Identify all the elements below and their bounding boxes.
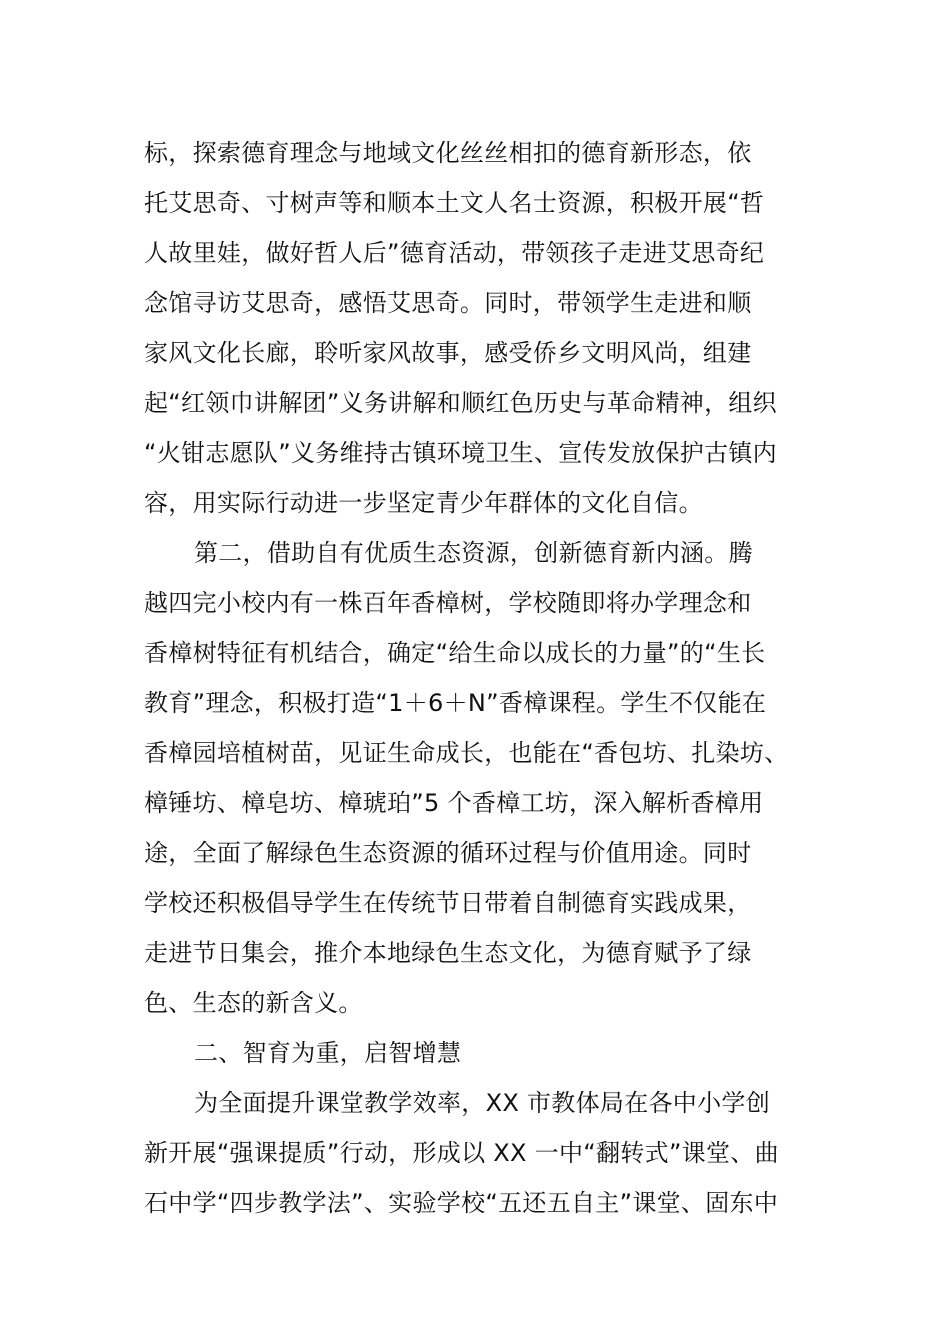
text-line: 标，探索德育理念与地域文化丝丝相扣的德育新形态，依 bbox=[144, 139, 752, 167]
text-line: “火钳志愿队”义务维持古镇环境卫生、宣传发放保护古镇内 bbox=[144, 439, 777, 467]
text-line: 石中学“四步教学法”、实验学校“五还五自主”课堂、固东中 bbox=[144, 1189, 779, 1217]
paragraph-start-line: 为全面提升课堂教学效率，XX 市教体局在各中小学创 bbox=[194, 1089, 771, 1117]
text-line: 走进节日集会，推介本地绿色生态文化，为德育赋予了绿 bbox=[144, 939, 752, 967]
text-line: 樟锤坊、樟皂坊、樟琥珀”5 个香樟工坊，深入解析香樟用 bbox=[144, 789, 764, 817]
text-line: 托艾思奇、寸树声等和顺本土文人名士资源，积极开展“哲 bbox=[144, 189, 765, 217]
text-line: 香樟园培植树苗，见证生命成长，也能在“香包坊、扎染坊、 bbox=[144, 739, 789, 767]
paragraph-start-line: 第二，借助自有优质生态资源，创新德育新内涵。腾 bbox=[194, 539, 753, 567]
text-line: 家风文化长廊，聆听家风故事，感受侨乡文明风尚，组建 bbox=[144, 339, 752, 367]
section-heading: 二、智育为重，启智增慧 bbox=[194, 1039, 462, 1067]
text-line: 教育”理念，积极打造“1＋6＋N”香樟课程。学生不仅能在 bbox=[144, 689, 767, 717]
text-line: 途，全面了解绿色生态资源的循环过程与价值用途。同时 bbox=[144, 839, 752, 867]
text-line: 人故里娃，做好哲人后”德育活动，带领孩子走进艾思奇纪 bbox=[144, 239, 765, 267]
text-line: 新开展“强课提质”行动，形成以 XX 一中“翻转式”课堂、曲 bbox=[144, 1139, 779, 1167]
text-line: 念馆寻访艾思奇，感悟艾思奇。同时，带领学生走进和顺 bbox=[144, 289, 752, 317]
text-line: 色、生态的新含义。 bbox=[144, 989, 363, 1017]
text-line: 学校还积极倡导学生在传统节日带着自制德育实践成果， bbox=[144, 889, 752, 917]
text-line: 起“红领巾讲解团”义务讲解和顺红色历史与革命精神，组织 bbox=[144, 389, 777, 417]
text-line: 香樟树特征有机结合，确定“给生命以成长的力量”的“生长 bbox=[144, 639, 766, 667]
text-line: 容，用实际行动进一步坚定青少年群体的文化自信。 bbox=[144, 489, 703, 517]
text-line: 越四完小校内有一株百年香樟树，学校随即将办学理念和 bbox=[144, 589, 752, 617]
